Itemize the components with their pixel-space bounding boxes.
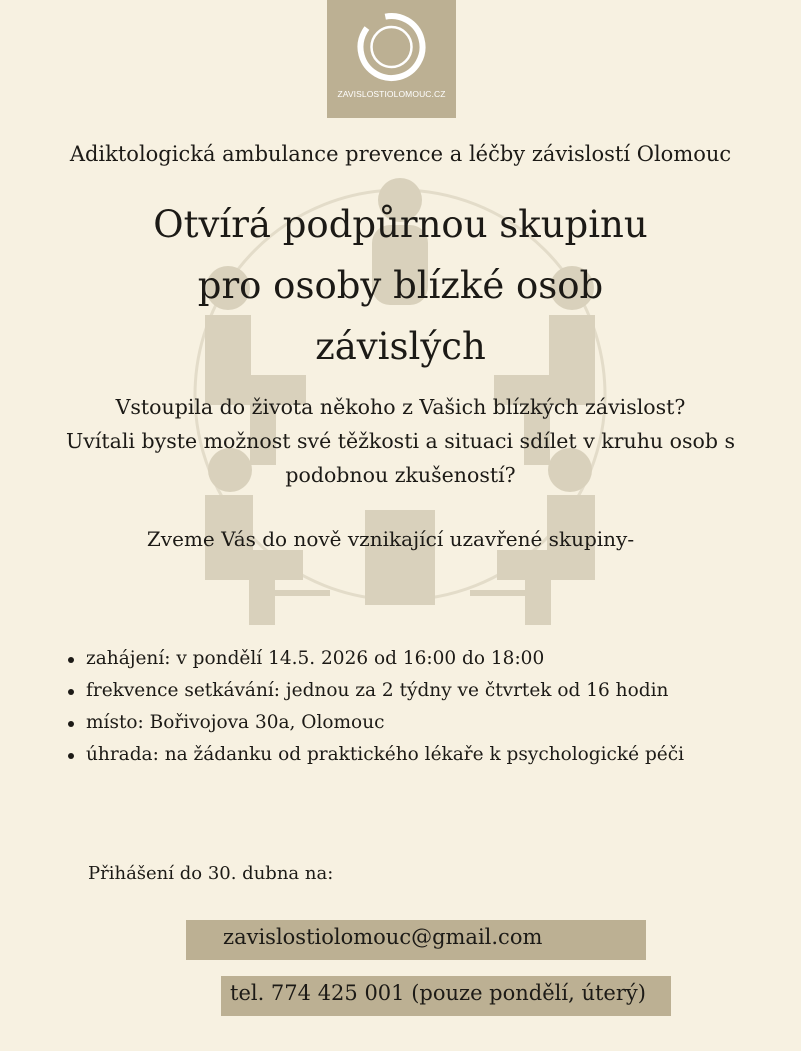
intro-question [20, 390, 781, 492]
headline [0, 194, 801, 377]
phone-contact[interactable]: tel. 774 425 001 (pouze pondělí, úterý) [221, 976, 671, 1016]
headline-line: pro osoby blízké osob [197, 264, 604, 307]
detail-start: zahájení: v pondělí 14.5. 2026 od 16:00 do 18:00 [64, 643, 684, 675]
detail-payment: úhrada: na žádanku od praktického lékaře k psychologické péči [64, 739, 684, 771]
headline-line: závislých [315, 325, 486, 368]
question-line: podobnou zkušeností? [285, 463, 516, 487]
detail-frequency: frekvence setkávání: jednou za 2 týdny ve čtvrtek od 16 hodin [64, 675, 684, 707]
circle-logo-icon [349, 6, 434, 88]
logo-box [327, 0, 456, 118]
headline-line: Otvírá podpůrnou skupinu [153, 203, 648, 246]
details-list [64, 643, 684, 771]
question-line: Uvítali byste možnost své těžkosti a situaci sdílet v kruhu osob s [65, 429, 735, 453]
invitation-text: Zveme Vás do nově vznikající uzavřené skupiny- [146, 527, 635, 551]
email-contact[interactable]: zavislostiolomouc@gmail.com [186, 920, 646, 960]
detail-location: místo: Bořivojova 30a, Olomouc [64, 707, 684, 739]
logo-text: ZAVISLOSTIOLOMOUC.CZ [337, 89, 446, 99]
clinic-subtitle: Adiktologická ambulance prevence a léčby závislostí Olomouc [69, 142, 732, 166]
signup-label: Přihášení do 30. dubna na: [88, 863, 334, 884]
question-line: Vstoupila do života někoho z Vašich blízkých závislost? [115, 395, 686, 419]
